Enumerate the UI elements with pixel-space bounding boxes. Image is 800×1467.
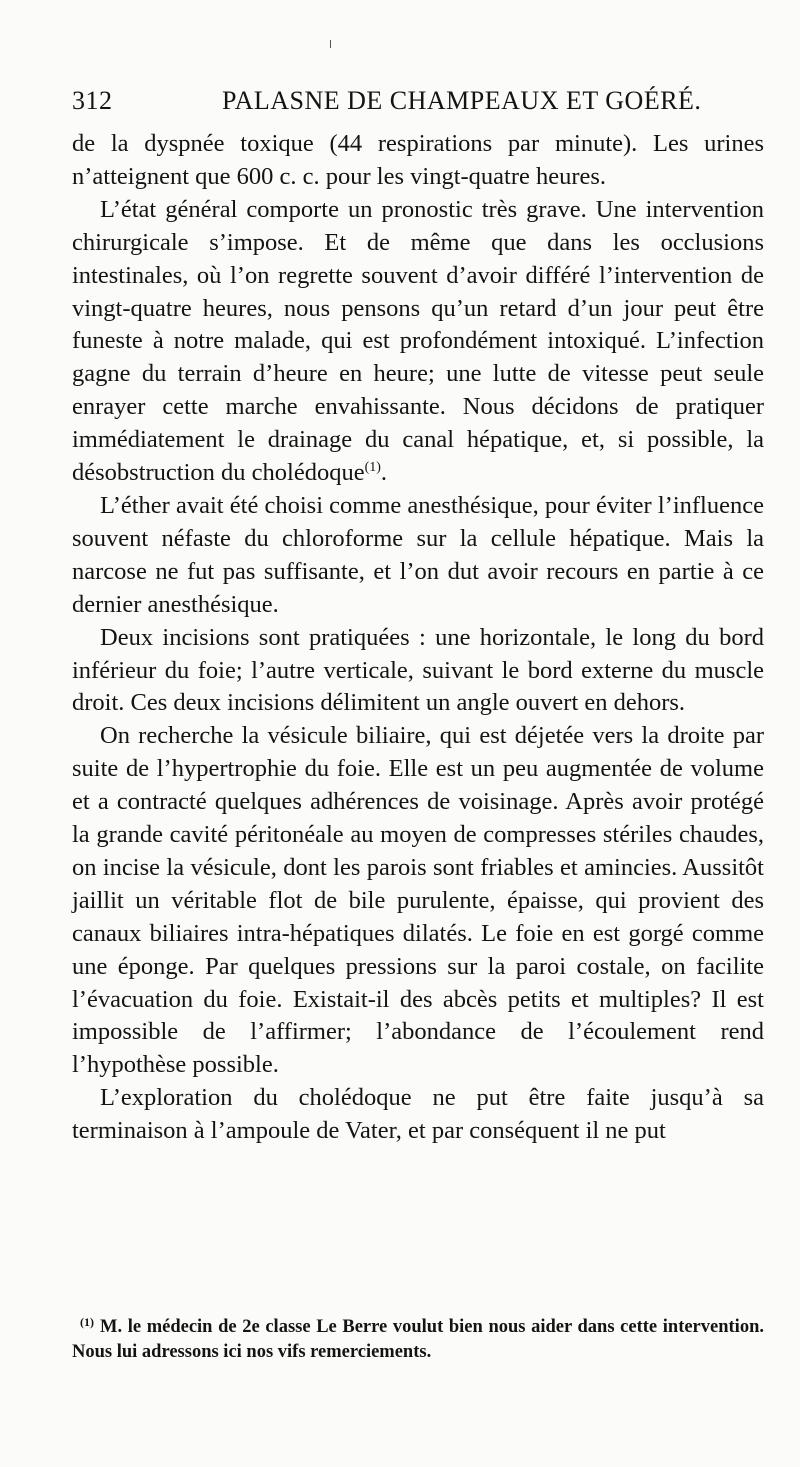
page-number: 312 <box>72 86 113 115</box>
paragraph: L’état général comporte un pronostic très grave. Une intervention chirurgicale s’impose. Et de même que dans les occlusions intestinales, où l’on regrette souvent d’avoir différé l’intervention de vingt-quatre heures, nous pensons qu’un retard d’un jour peut être funeste à notre malade, qui est profondément intoxiqué. L’infection gagne du terrain d’heure en heure; une lutte de vitesse peut seule enrayer cette marche envahissante. Nous décidons de pratiquer immédiatement le drainage du canal hépatique, et, si possible, la désobstruction du cholédoque$^{(1)}$. <box>72 195 764 487</box>
paragraph: On recherche la vésicule biliaire, qui est déjetée vers la droite par suite de l’hypertrophie du foie. Elle est un peu augmentée de volume et a contracté quelques adhérences de voisinage. Après avoir protégé la grande cavité péritonéale au moyen de compresses stériles chaudes, on incise la vésicule, dont les parois sont friables et amincies. Aussitôt jaillit un véritable flot de bile purulente, épaisse, qui provient des canaux biliaires intra-hépatiques dilatés. Le foie en est gorgé comme une éponge. Par quelques pressions sur la paroi costale, on facilite l’évacuation du foie. Existait-il des abcès petits et multiples? Il est impossible de l’affirmer; l’abondance de l’écoulement rend l’hypothèse possible. <box>72 722 764 1079</box>
footnote-text: M. le médecin de 2e classe Le Berre voulut bien nous aider dans cette intervention. Nous lui adressons ici nos vifs remerciements. <box>72 1317 764 1362</box>
paragraph: Deux incisions sont pratiquées : une horizontale, le long du bord inférieur du foie; l’autre verticale, suivant le bord externe du muscle droit. Ces deux incisions délimitent un angle ouvert en dehors. <box>72 623 764 717</box>
scan-artifact <box>330 40 331 48</box>
body-text <box>72 128 764 1148</box>
paragraph-continued: de la dyspnée toxique (44 respirations par minute). Les urines n’atteignent que 600 c. c. pour les vingt-quatre heures. <box>72 130 764 190</box>
footnote-reference: (1) <box>364 459 381 475</box>
paragraph: L’exploration du cholédoque ne put être faite jusqu’à sa terminaison à l’ampoule de Vater, et par conséquent il ne put <box>72 1084 764 1145</box>
footnote-marker: (1) <box>80 1315 94 1329</box>
running-head: PALASNE DE CHAMPEAUX ET GOÉRÉ. <box>222 86 702 115</box>
footnote <box>72 1310 764 1365</box>
page-header <box>72 86 762 120</box>
paragraph: L’éther avait été choisi comme anesthésique, pour éviter l’influence souvent néfaste du chloroforme sur la cellule hépatique. Mais la narcose ne fut pas suffisante, et l’on dut avoir recours en partie à ce dernier anesthésique. <box>72 491 764 618</box>
paragraph-text: L’état général comporte un pronostic très grave. Une intervention chirurgicale s’impose. Et de même que dans les occlusions intestinales, où l’on regrette souvent d’avoir différé l’intervention de vingt-quatre heures, nous pensons qu’un retard d’un jour peut être funeste à notre malade, qui est profondément intoxiqué. L’infection gagne du terrain d’heure en heure; une lutte de vitesse peut seule enrayer cette marche envahissante. Nous décidons de pratiquer immédiatement le drainage du canal hépatique, et, si possible, la désobstruction du cholédoque <box>72 195 764 487</box>
